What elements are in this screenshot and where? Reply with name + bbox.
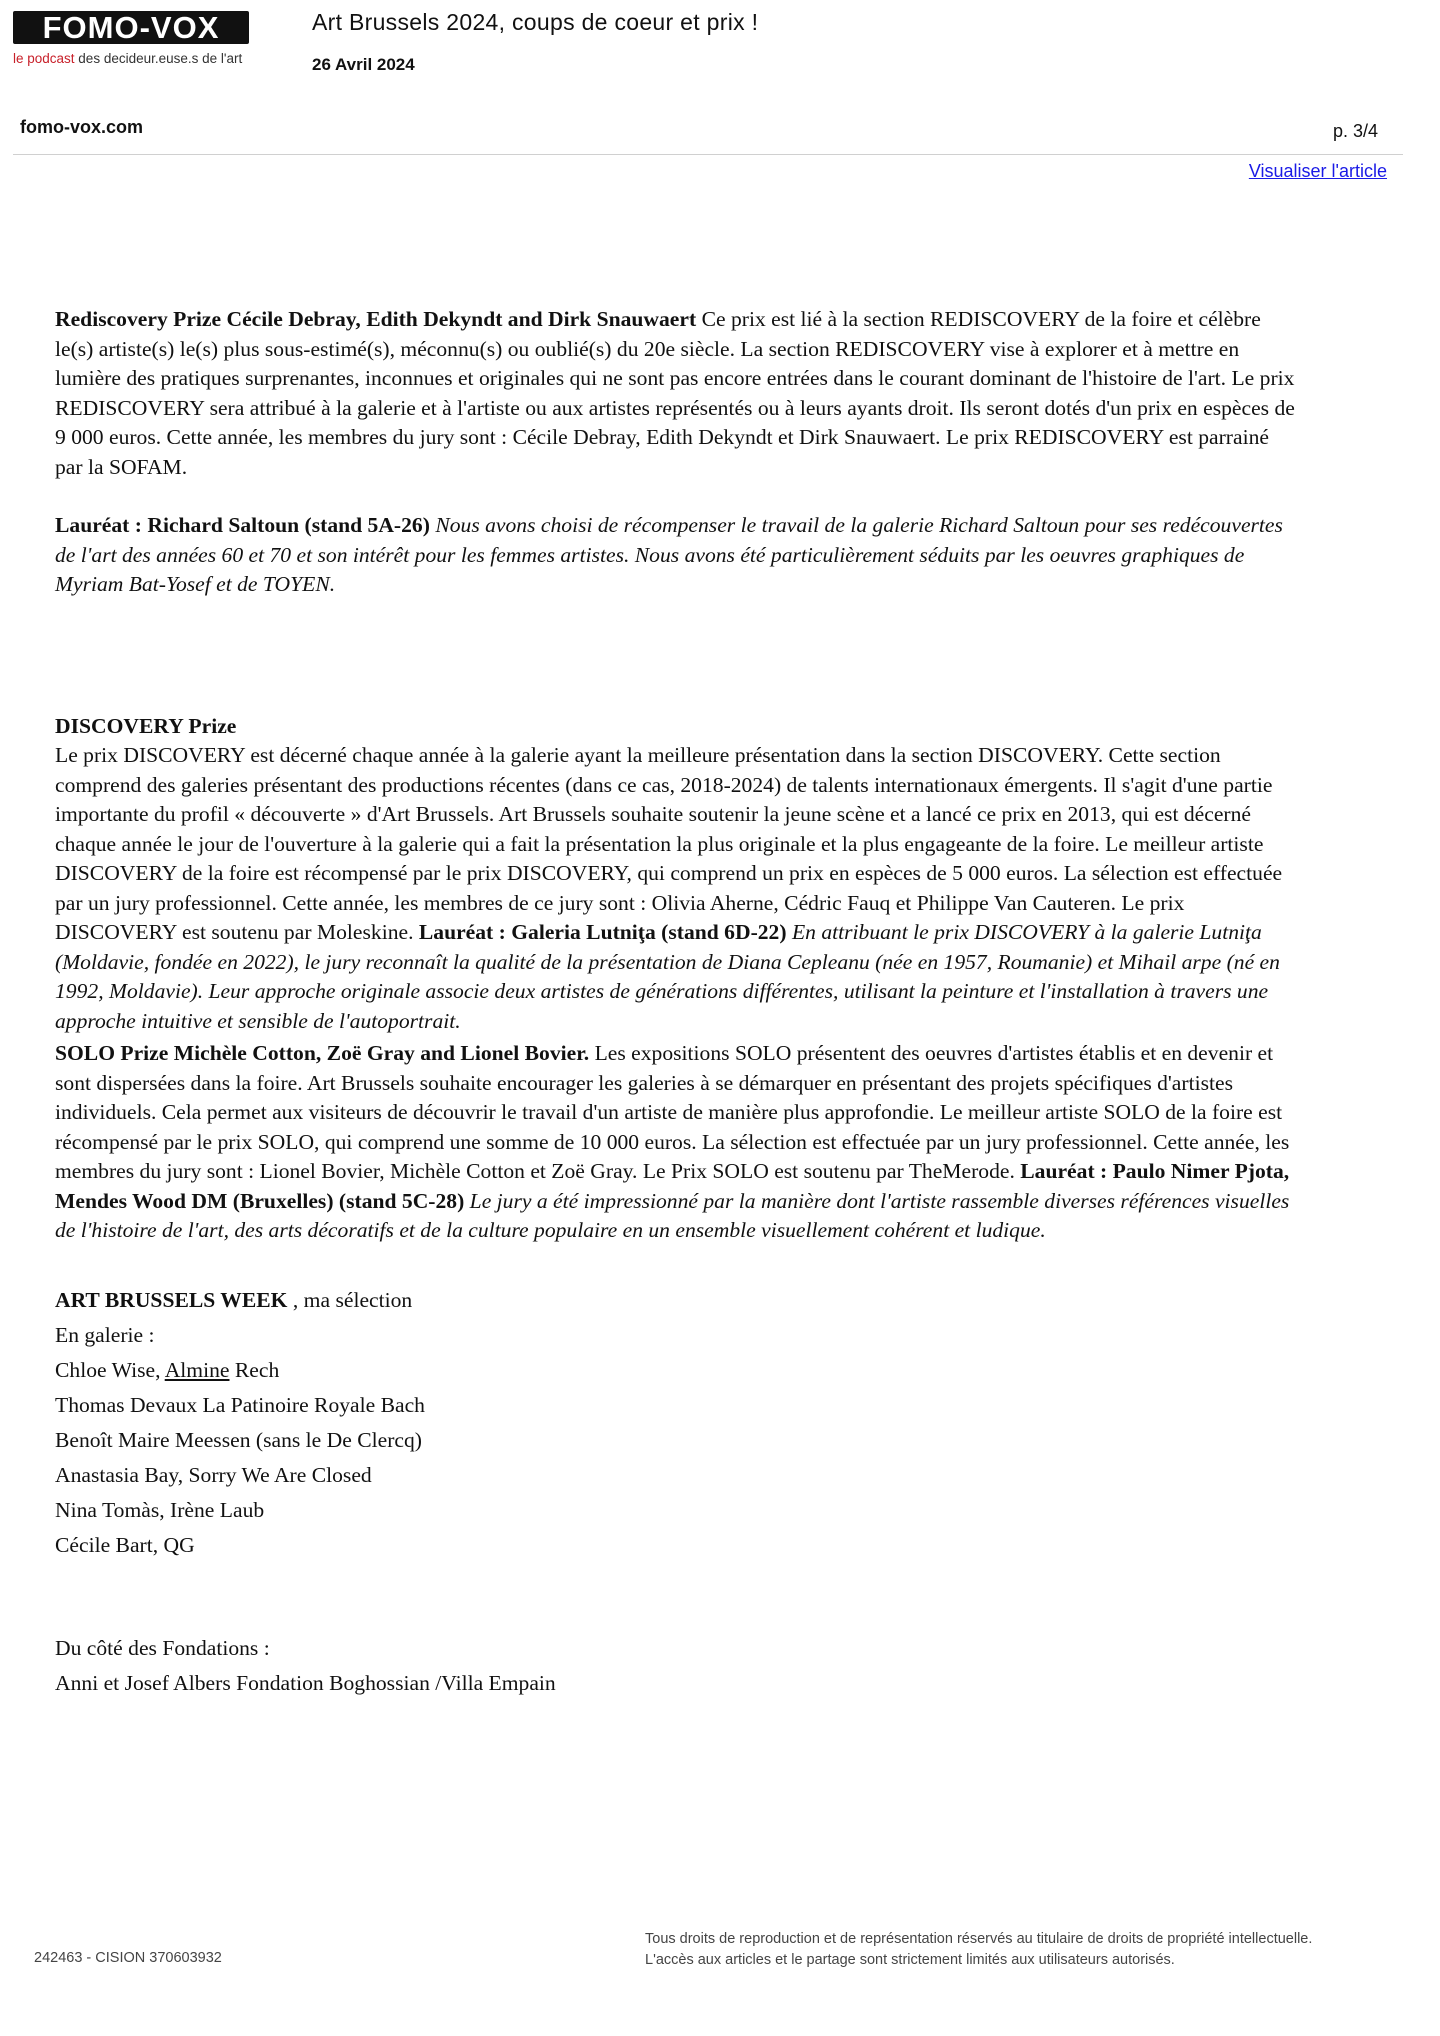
rights-line-2: L'accès aux articles et le partage sont strictement limités aux utilisateurs autorisés. [645,1952,1175,1968]
document-reference: 242463 - CISION 370603932 [34,1950,222,1966]
article-date: 26 Avril 2024 [312,55,415,74]
rediscovery-body: Ce prix est lié à la section REDISCOVERY de la foire et célèbre le(s) artiste(s) le(s) plus sous-estimé(s), méconnu(s) ou oublié(s) du 20e siècle. La section REDISCOVERY vise à explorer et à mettre en lumière des pratiques surprenantes, inconnues et originales qui ne sont pas encore entrées dans le courant dominant de l'histoire de l'art. Le prix REDISCOVERY sera attribué à la galerie et à l'artiste ou aux artistes représentés ou à leurs ayants droit. Ils seront dotés d'un prix en espèces de 9 000 euros. Cette année, les membres du jury sont : Cécile Debray, Edith Dekyndt et Dirk Snauwaert. Le prix REDISCOVERY est parrainé par la SOFAM. [55,307,1295,479]
galleries-heading: En galerie : [55,1322,155,1347]
rediscovery-quote: Nous avons choisi de récompenser le travail de la galerie Richard Saltoun pour ses redécouvertes de l'art des années 60 et 70 et son intérêt pour les femmes artistes. Nous avons été particulièrement séduits par les oeuvres graphiques de Myriam Bat-Yosef et de TOYEN. [55,513,1283,596]
discovery-body: Le prix DISCOVERY est décerné chaque année à la galerie ayant la meilleure présentation dans la section DISCOVERY. Cette section comprend des galeries présentant des productions récentes (dans ce cas, 2018-2024) de talents internationaux émergents. Il s'agit d'une partie importante du profil « découverte » d'Art Brussels. Art Brussels souhaite soutenir la jeune scène et a lancé ce prix en 2013, qui est décerné chaque année le jour de l'ouverture à la galerie qui a fait la présentation la plus originale et la plus engageante de la foire. Le meilleur artiste DISCOVERY de la foire est récompensé par le prix DISCOVERY, qui comprend un prix en espèces de 5 000 euros. La sélection est effectuée par un jury professionnel. Cette année, les membres de ce jury sont : Olivia Aherne, Cédric Fauq et Philippe Van Cauteren. Le prix DISCOVERY est soutenu par Moleskine. [55,743,1283,944]
discovery-laureate: Lauréat : Galeria Lutniţa (stand 6D-22) [418,920,787,944]
rediscovery-laureate: Lauréat : Richard Saltoun (stand 5A-26) [55,513,430,537]
solo-quote: Le jury a été impressionné par la manière dont l'artiste rassemble diverses références visuelles de l'histoire de l'art, des arts décoratifs et de la culture populaire en un ensemble visuellement cohérent et ludique. [55,1188,1290,1242]
article-body [55,305,1300,1701]
rights-notice [645,1929,1312,1971]
selection-item: Nina Tomàs, Irène Laub [55,1497,265,1522]
week-title-rest: , ma sélection [287,1287,413,1312]
header-divider [13,154,1403,155]
selection-item: Anastasia Bay, Sorry We Are Closed [55,1462,372,1487]
tagline-red: le podcast [13,51,75,66]
week-section [55,1283,1300,1701]
week-title: ART BRUSSELS WEEK [55,1287,288,1312]
rights-line-1: Tous droits de reproduction et de représentation réservés au titulaire de droits de propriété intellectuelle. [645,1931,1313,1947]
article-title: Art Brussels 2024, coups de coeur et prix ! [312,9,759,35]
source-site: fomo-vox.com [20,117,144,137]
foundations-heading: Du côté des Fondations : [55,1635,270,1660]
solo-body: Les expositions SOLO présentent des oeuvres d'artistes établis et en devenir et sont dispersées dans la foire. Art Brussels souhaite encourager les galeries à se démarquer en présentant des projets spécifiques d'artistes individuels. Cela permet aux visiteurs de découvrir le travail d'un artiste de manière plus approfondie. Le meilleur artiste SOLO de la foire est récompensé par le prix SOLO, qui comprend une somme de 10 000 euros. La sélection est effectuée par un jury professionnel. Cette année, les membres du jury sont : Lionel Bovier, Michèle Cotton et Zoë Gray. Le Prix SOLO est soutenu par TheMerode. [55,1041,1290,1183]
discovery-paragraph [55,741,1300,1036]
selection-item: Cécile Bart, QG [55,1532,195,1557]
solo-laureate: Lauréat : Paulo Nimer Pjota, Mendes Wood DM (Bruxelles) (stand 5C-28) [55,1159,1290,1213]
logo-tagline [13,51,242,66]
rediscovery-paragraph [55,305,1300,482]
solo-title: SOLO Prize Michèle Cotton, Zoë Gray and Lionel Bovier. [55,1041,590,1065]
solo-paragraph [55,1039,1300,1246]
fomo-vox-logo [13,11,249,44]
almine-underlined: Almine [164,1357,230,1382]
tagline-rest: des decideur.euse.s de l'art [74,51,243,66]
page-number: p. 3/4 [1332,121,1378,141]
selection-item: Thomas Devaux La Patinoire Royale Bach [55,1392,425,1417]
selection-item: Chloe Wise, Almine Rech [55,1357,280,1382]
discovery-quote: En attribuant le prix DISCOVERY à la galerie Lutniţa (Moldavie, fondée en 2022), le jury reconnaît la qualité de la présentation de Diana Cepleanu (née en 1957, Roumanie) et Mihail arpe (né en 1992, Moldavie). Leur approche originale associe deux artistes de générations différentes, utilisant la peinture et l'installation à travers une approche intuitive et sensible de l'autoportrait. [55,920,1280,1033]
rediscovery-laureate-paragraph [55,511,1300,600]
selection-item: Benoît Maire Meessen (sans le De Clercq) [55,1427,422,1452]
discovery-heading [55,712,1300,742]
view-article-link[interactable]: Visualiser l'article [1248,161,1387,181]
discovery-title: DISCOVERY Prize [55,713,237,738]
logo-text: FOMO-VOX [42,10,220,45]
week-heading [55,1283,1300,1318]
rediscovery-title: Rediscovery Prize Cécile Debray, Edith Dekyndt and Dirk Snauwaert [55,307,697,331]
foundations-item: Anni et Josef Albers Fondation Boghossian /Villa Empain [55,1670,556,1695]
